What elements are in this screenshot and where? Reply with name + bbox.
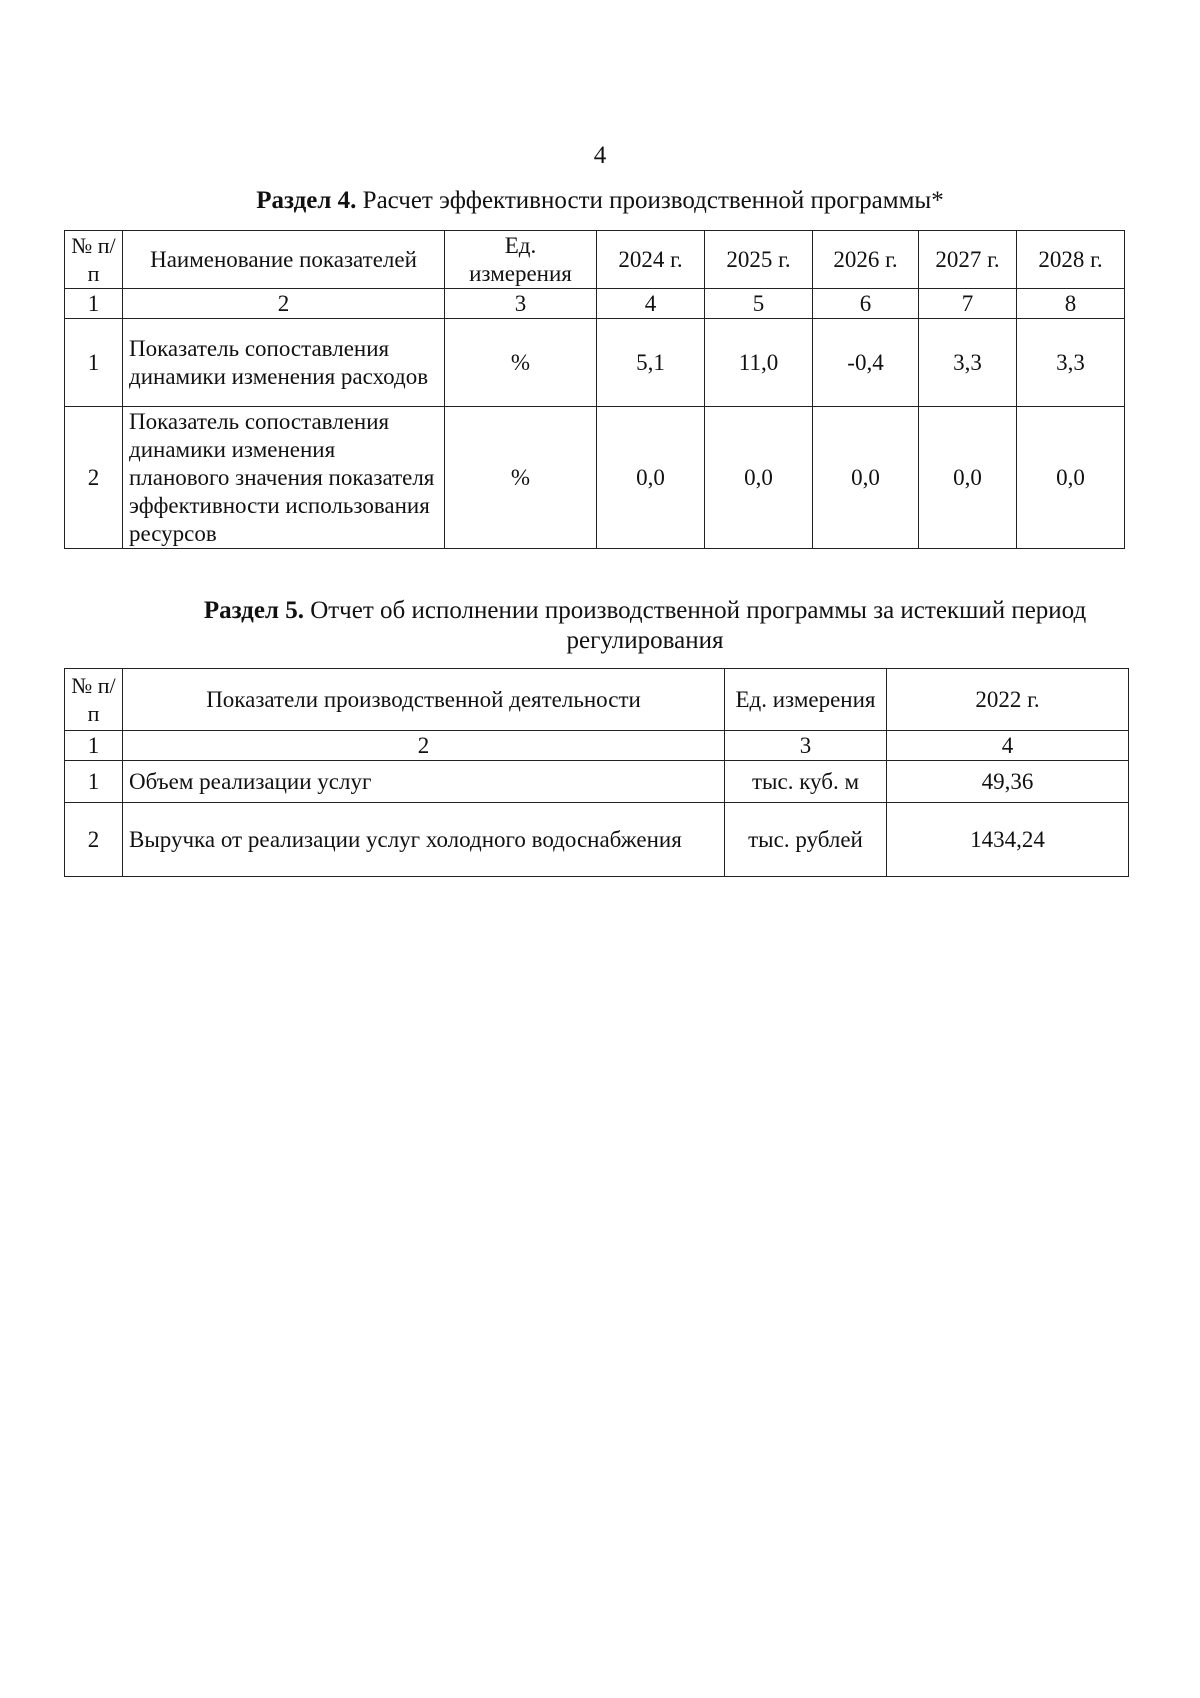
header-year: 2028 г. bbox=[1017, 231, 1125, 289]
section4-title-bold: Раздел 4. bbox=[256, 187, 357, 214]
row-name: Объем реализации услуг bbox=[123, 761, 725, 803]
section5-title-rest: Отчет об исполнении производственной программы за истекший период регулирования bbox=[303, 597, 1087, 654]
header-num: № п/п bbox=[65, 669, 123, 731]
section5-header-row bbox=[65, 669, 1129, 731]
row-unit: тыс. куб. м bbox=[725, 761, 887, 803]
row-unit: тыс. рублей bbox=[725, 803, 887, 877]
table-row bbox=[65, 407, 1125, 549]
row-name: Показатель сопоставления динамики изменения планового значения показателя эффективности использования ресурсов bbox=[123, 407, 445, 549]
table-row bbox=[65, 803, 1129, 877]
row-value: 0,0 bbox=[1017, 407, 1125, 549]
column-number: 2 bbox=[123, 289, 445, 319]
table-row bbox=[65, 761, 1129, 803]
row-num: 1 bbox=[65, 319, 123, 407]
header-year: 2027 г. bbox=[919, 231, 1017, 289]
row-num: 1 bbox=[65, 761, 123, 803]
row-num: 2 bbox=[65, 803, 123, 877]
column-number: 2 bbox=[123, 731, 725, 761]
section5-column-numbers-row bbox=[65, 731, 1129, 761]
section5-title bbox=[175, 596, 1115, 656]
row-name: Выручка от реализации услуг холодного водоснабжения bbox=[123, 803, 725, 877]
section4-title-rest: Расчет эффективности производственной программы* bbox=[356, 187, 944, 214]
page-number: 4 bbox=[593, 142, 607, 169]
row-value: 0,0 bbox=[705, 407, 813, 549]
column-number: 8 bbox=[1017, 289, 1125, 319]
row-value: 5,1 bbox=[597, 319, 705, 407]
section4-table bbox=[64, 230, 1125, 549]
section4-header-row bbox=[65, 231, 1125, 289]
header-year: 2025 г. bbox=[705, 231, 813, 289]
row-value: -0,4 bbox=[813, 319, 919, 407]
column-number: 5 bbox=[705, 289, 813, 319]
table-row bbox=[65, 319, 1125, 407]
row-unit: % bbox=[445, 407, 597, 549]
header-year: 2022 г. bbox=[887, 669, 1129, 731]
row-num: 2 bbox=[65, 407, 123, 549]
row-value: 49,36 bbox=[887, 761, 1129, 803]
row-value: 0,0 bbox=[597, 407, 705, 549]
column-number: 3 bbox=[445, 289, 597, 319]
section5-table bbox=[64, 668, 1129, 877]
column-number: 1 bbox=[65, 731, 123, 761]
header-year: 2026 г. bbox=[813, 231, 919, 289]
row-value: 0,0 bbox=[919, 407, 1017, 549]
column-number: 3 bbox=[725, 731, 887, 761]
row-value: 3,3 bbox=[919, 319, 1017, 407]
row-value: 1434,24 bbox=[887, 803, 1129, 877]
column-number: 4 bbox=[597, 289, 705, 319]
column-number: 7 bbox=[919, 289, 1017, 319]
row-value: 3,3 bbox=[1017, 319, 1125, 407]
column-number: 6 bbox=[813, 289, 919, 319]
header-unit: Ед. измерения bbox=[445, 231, 597, 289]
header-year: 2024 г. bbox=[597, 231, 705, 289]
header-num: № п/п bbox=[65, 231, 123, 289]
header-unit: Ед. измерения bbox=[725, 669, 887, 731]
section4-title bbox=[60, 186, 1140, 216]
row-name: Показатель сопоставления динамики изменения расходов bbox=[123, 319, 445, 407]
row-value: 11,0 bbox=[705, 319, 813, 407]
row-unit: % bbox=[445, 319, 597, 407]
column-number: 4 bbox=[887, 731, 1129, 761]
section5-title-bold: Раздел 5. bbox=[203, 597, 304, 624]
header-name: Показатели производственной деятельности bbox=[123, 669, 725, 731]
header-name: Наименование показателей bbox=[123, 231, 445, 289]
column-number: 1 bbox=[65, 289, 123, 319]
row-value: 0,0 bbox=[813, 407, 919, 549]
section4-column-numbers-row bbox=[65, 289, 1125, 319]
